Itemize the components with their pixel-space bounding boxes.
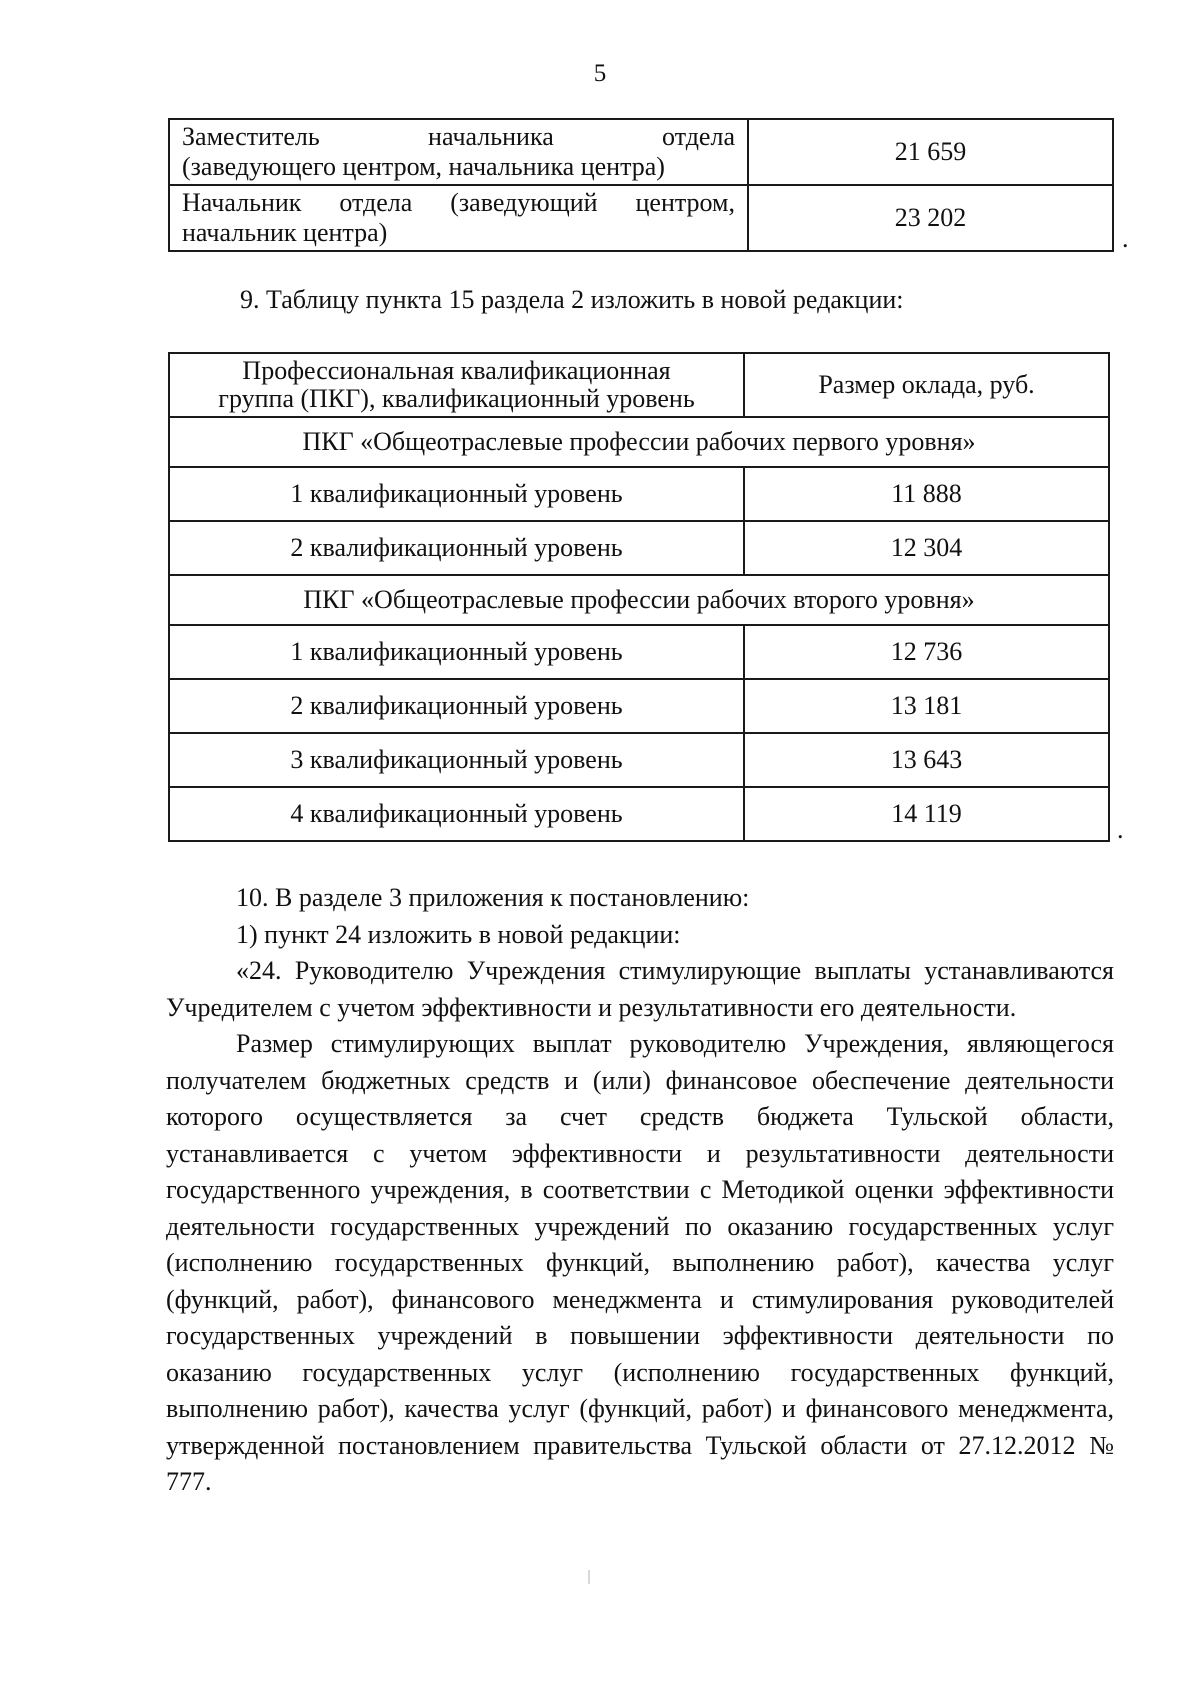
table-row [169,787,1109,841]
salary-cell: 21 659 [748,119,1113,185]
level-cell: 1 квалификационный уровень [169,467,744,521]
header-cell-salary: Размер оклада, руб. [744,353,1109,417]
paragraph-9: 9. Таблицу пункта 15 раздела 2 изложить в новой редакции: [240,285,904,314]
level-cell: 2 квалификационный уровень [169,679,744,733]
level-cell: 2 квалификационный уровень [169,521,744,575]
group-title-row [169,417,1109,467]
scan-artifact [588,1570,590,1584]
position-line: Заместитель начальника отдела [182,122,735,151]
header-line: группа (ПКГ), квалификационный уровень [218,384,695,413]
positions-salary-table [168,118,1114,252]
level-cell: 1 квалификационный уровень [169,625,744,679]
salary-cell: 13 643 [744,733,1109,787]
salary-cell: 23 202 [748,185,1113,251]
position-line: Начальник отдела (заведующий центром, [182,188,735,217]
table-row [169,521,1109,575]
clause-24-paragraph: «24. Руководителю Учреждения стимулирующие выплаты устанавливаются Учредителем с учетом эффективности и результативности его деятельности. [166,956,1114,1022]
header-cell-group-level [169,353,744,417]
table-closing-mark: . [1117,815,1124,844]
group-title: ПКГ «Общеотраслевые профессии рабочих первого уровня» [169,417,1109,467]
position-line: начальник центра) [182,218,388,247]
table-row [169,119,1113,185]
position-cell [169,119,748,185]
salary-cell: 13 181 [744,679,1109,733]
level-cell: 4 квалификационный уровень [169,787,744,841]
table-row [169,733,1109,787]
pkg-salary-table [168,352,1110,842]
table-row [169,185,1113,251]
header-line: Профессиональная квалификационная [242,356,671,385]
body-text [166,880,1114,1501]
salary-cell: 11 888 [744,467,1109,521]
position-line: (заведующего центром, начальника центра) [182,152,665,181]
paragraph-10: 10. В разделе 3 приложения к постановлению: [236,883,750,912]
table-closing-mark: . [1122,224,1129,253]
level-cell: 3 квалификационный уровень [169,733,744,787]
page-number: 5 [593,60,607,87]
group-title: ПКГ «Общеотраслевые профессии рабочих второго уровня» [169,575,1109,625]
clause-24-paragraph: Размер стимулирующих выплат руководителю Учреждения, являющегося получателем бюджетных средств и (или) финансовое обеспечение деятельности которого осуществляется за счет средств бюджета Тульской области, устанавливается с учетом эффективности и результативности деятельности государственного учреждения, в соответствии с Методикой оценки эффективности деятельности государственных учреждений по оказанию государственных услуг (исполнению государственных функций, выполнению работ), качества услуг (функций, работ), финансового менеджмента и стимулирования руководителей государственных учреждений в повышении эффективности деятельности по оказанию государственных услуг (исполнению государственных функций, выполнению работ), качества услуг (функций, работ) и финансового менеджмента, утвержденной постановлением правительства Тульской области от 27.12.2012 № 777. [166,1029,1114,1496]
subitem-1: 1) пункт 24 изложить в новой редакции: [236,919,681,949]
table-row [169,467,1109,521]
position-cell [169,185,748,251]
table-row [169,679,1109,733]
salary-cell: 14 119 [744,787,1109,841]
salary-cell: 12 736 [744,625,1109,679]
salary-cell: 12 304 [744,521,1109,575]
group-title-row [169,575,1109,625]
table-header-row [169,353,1109,417]
table-row [169,625,1109,679]
